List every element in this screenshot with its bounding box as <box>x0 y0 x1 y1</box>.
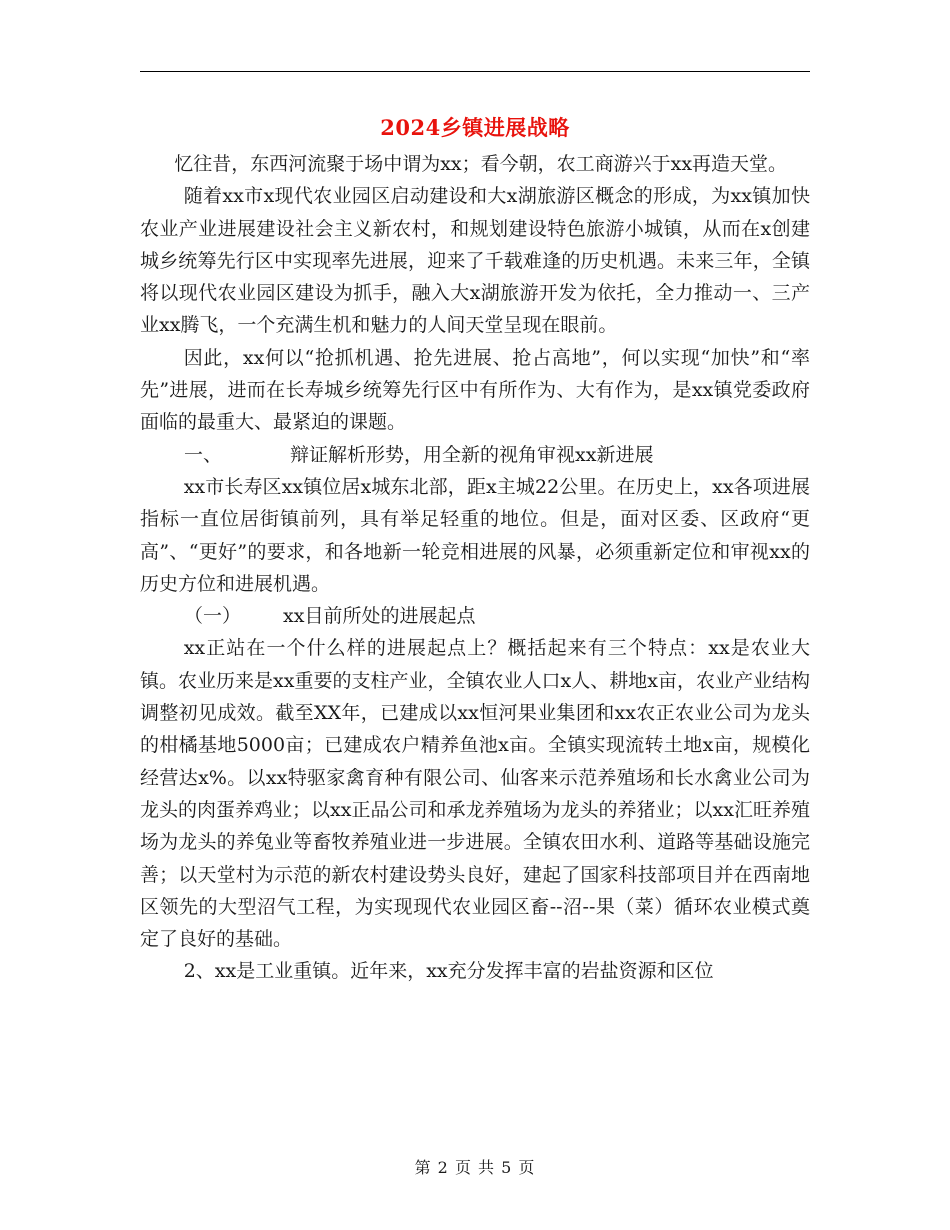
body-paragraph: 忆往昔，东西河流聚于场中谓为xx；看今朝，农工商游兴于xx再造天堂。 <box>174 153 788 175</box>
subsection-title: xx目前所处的进展起点 <box>283 605 476 628</box>
body-paragraph: 2、xx是工业重镇。近年来，xx充分发挥丰富的岩盐资源和区位 <box>183 960 714 983</box>
body-paragraph: xx正站在一个什么样的进展起点上？概括起来有三个特点：xx是农业大镇。农业历来是xx重要的支柱产业，全镇农业人口x人、耕地x亩，农业产业结构调整初见成效。截至XX年，已建成以xx恒河果业集团和xx农正农业公司为龙头的柑橘基地5000亩；已建成农户精养鱼池x亩。全镇实现流转土地x亩，规模化经营达x%。以xx特驱家禽育种有限公司、仙客来示范养殖场和长水禽业公司为龙头的肉蛋养鸡业；以xx正品公司和承龙养殖场为龙头的养猪业；以xx汇旺养殖场为龙头的养兔业等畜牧养殖业进一步进展。全镇农田水利、道路等基础设施完善；以天堂村为示范的新农村建设势头良好，建起了国家科技部项目并在西南地区领先的大型沼气工程，为实现现代农业园区畜--沼--果（菜）循环农业模式奠定了良好的基础。 <box>140 637 810 951</box>
subsection-number: （一） <box>184 605 242 628</box>
page-footer: 第 2 页 共 5 页 <box>414 1158 536 1177</box>
document-title: 2024乡镇进展战略 <box>380 115 570 140</box>
header-rule <box>140 71 810 72</box>
section-heading <box>140 439 810 471</box>
document-body <box>140 148 810 988</box>
body-paragraph: xx市长寿区xx镇位居x城东北部，距x主城22公里。在历史上，xx各项进展指标一直位居街镇前列，具有举足轻重的地位。但是，面对区委、区政府“更高”、“更好”的要求，和各地新一轮竞相进展的风暴，必须重新定位和审视xx的历史方位和进展机遇。 <box>140 475 810 595</box>
section-number: 一、 <box>184 443 223 466</box>
body-paragraph: 因此，xx何以“抢抓机遇、抢先进展、抢占高地”，何以实现“加快”和“率先”进展，进而在长寿城乡统筹先行区中有所作为、大有作为，是xx镇党委政府面临的最重大、最紧迫的课题。 <box>140 346 810 434</box>
section-title: 辩证解析形势，用全新的视角审视xx新进展 <box>290 443 654 466</box>
subsection-heading <box>140 600 810 632</box>
body-paragraph: 随着xx市x现代农业园区启动建设和大x湖旅游区概念的形成，为xx镇加快农业产业进展建设社会主义新农村，和规划建设特色旅游小城镇，从而在x创建城乡统筹先行区中实现率先进展，迎来了千载难逢的历史机遇。未来三年，全镇将以现代农业园区建设为抓手，融入大x湖旅游开发为依托，全力推动一、三产业xx腾飞，一个充满生机和魅力的人间天堂呈现在眼前。 <box>140 185 810 337</box>
